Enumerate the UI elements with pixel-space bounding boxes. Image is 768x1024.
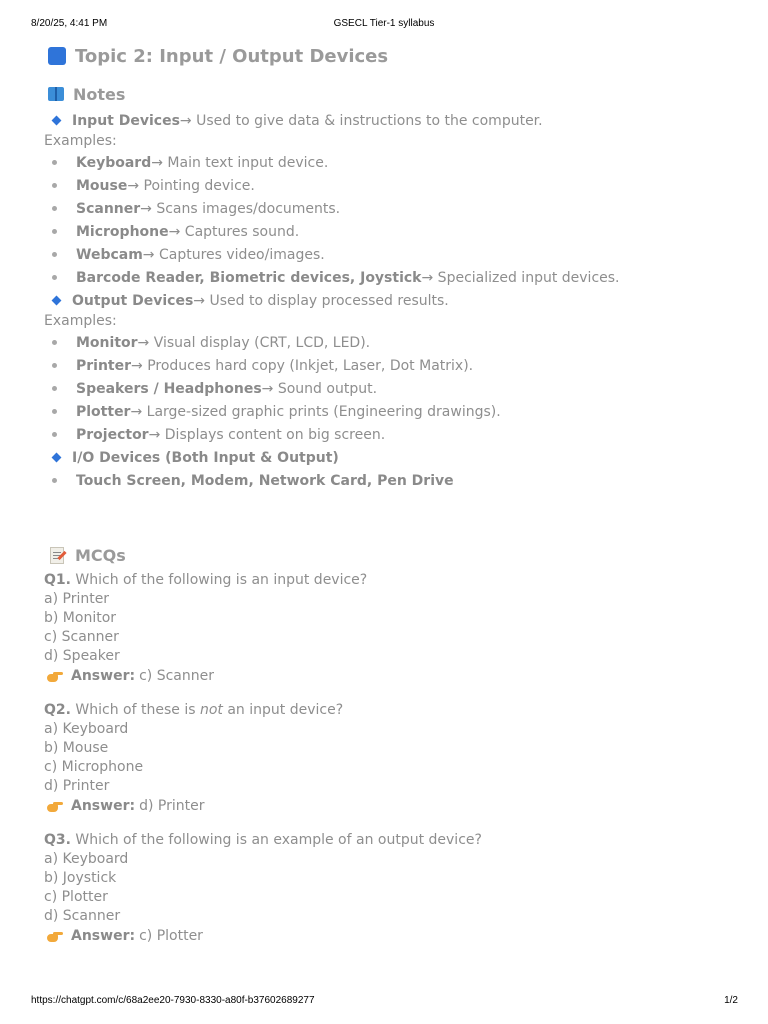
print-datetime: 8/20/25, 4:41 PM (31, 18, 108, 29)
list-item (44, 266, 734, 289)
answer-option: b) Monitor (44, 610, 117, 626)
bullet-dot-icon (52, 478, 57, 483)
list-item-term: Mouse (76, 177, 128, 194)
mcq-question (44, 701, 734, 816)
answer-option: a) Printer (44, 591, 110, 607)
bullet-dot-icon (52, 229, 57, 234)
memo-icon (50, 547, 64, 564)
question-number: Q2. (44, 702, 71, 718)
answer-value: d) Printer (139, 798, 205, 814)
bullet-dot-icon (52, 340, 57, 345)
list-item-term: Touch Screen, Modem, Network Card, Pen Drive (76, 472, 454, 489)
answer-option: a) Keyboard (44, 851, 129, 867)
list-item-desc: → Main text input device. (151, 154, 329, 171)
print-title: GSECL Tier-1 syllabus (333, 18, 435, 29)
question-text (44, 571, 734, 590)
question-text (44, 831, 734, 850)
list-item (44, 197, 734, 220)
answer-line (44, 926, 734, 946)
blue-diamond-icon (52, 116, 62, 126)
bullet-dot-icon (52, 160, 57, 165)
list-item-desc: → Captures sound. (168, 223, 300, 240)
list-item-term: Microphone (76, 223, 169, 240)
answer-label: Answer: (71, 798, 136, 814)
page-number: 1/2 (724, 995, 738, 1006)
list-item-desc: → Captures video/images. (142, 246, 325, 263)
output-devices-desc: → Used to display processed results. (193, 292, 449, 309)
mcqs-heading (44, 543, 734, 567)
answer-option: c) Microphone (44, 759, 144, 775)
list-item (44, 331, 734, 354)
answer-value: c) Scanner (139, 668, 214, 684)
answer-label: Answer: (71, 668, 136, 684)
question-text-part: Which of the following is an input device? (70, 572, 368, 588)
document-content (44, 42, 734, 946)
topic-heading (44, 42, 734, 70)
print-url: https://chatgpt.com/c/68a2ee20-7930-8330-a80f-b37602689277 (31, 995, 315, 1006)
list-item-term: Barcode Reader, Biometric devices, Joystick (76, 269, 422, 286)
list-item-term: Monitor (76, 334, 138, 351)
question-number: Q3. (44, 832, 71, 848)
question-text-part: Which of the following is an example of an output device? (70, 832, 482, 848)
list-item-desc: → Sound output. (261, 380, 378, 397)
answer-line (44, 796, 734, 816)
pointing-hand-icon (47, 931, 63, 942)
answer-option: b) Mouse (44, 740, 109, 756)
notes-heading-label: Notes (73, 84, 126, 104)
answer-option: d) Scanner (44, 908, 121, 924)
list-item (44, 220, 734, 243)
output-devices-line (44, 289, 734, 312)
list-item (44, 354, 734, 377)
answer-option: d) Printer (44, 778, 110, 794)
list-item-term: Projector (76, 426, 149, 443)
mcq-list (44, 571, 734, 946)
list-item (44, 400, 734, 423)
io-examples-list (44, 469, 734, 492)
output-devices-term: Output Devices (72, 292, 194, 309)
list-item-term: Keyboard (76, 154, 152, 171)
mcq-question (44, 571, 734, 686)
blue-diamond-icon (52, 296, 62, 306)
question-text (44, 701, 734, 720)
input-examples-label: Examples: (44, 133, 117, 149)
book-icon (48, 86, 64, 102)
bullet-dot-icon (52, 432, 57, 437)
input-examples-list (44, 151, 734, 289)
bullet-dot-icon (52, 183, 57, 188)
list-item (44, 469, 734, 492)
question-text-part: an input device? (222, 702, 344, 718)
mcq-question (44, 831, 734, 946)
bullet-dot-icon (52, 409, 57, 414)
list-item-desc: → Specialized input devices. (421, 269, 620, 286)
bullet-dot-icon (52, 275, 57, 280)
answer-label: Answer: (71, 928, 136, 944)
input-devices-desc: → Used to give data & instructions to the computer. (179, 112, 543, 129)
question-number: Q1. (44, 572, 71, 588)
answer-option: b) Joystick (44, 870, 117, 886)
bullet-dot-icon (52, 386, 57, 391)
list-item (44, 243, 734, 266)
list-item (44, 377, 734, 400)
list-item (44, 423, 734, 446)
answer-option: d) Speaker (44, 648, 120, 664)
blue-diamond-icon (52, 453, 62, 463)
topic-title: Topic 2: Input / Output Devices (75, 45, 389, 67)
input-devices-term: Input Devices (72, 112, 180, 129)
list-item-term: Printer (76, 357, 132, 374)
list-item-desc: → Displays content on big screen. (148, 426, 386, 443)
bullet-dot-icon (52, 363, 57, 368)
answer-option: a) Keyboard (44, 721, 129, 737)
question-text-part: Which of these is (70, 702, 200, 718)
list-item-term: Plotter (76, 403, 131, 420)
list-item-desc: → Large-sized graphic prints (Engineering drawings). (130, 403, 501, 420)
answer-option: c) Scanner (44, 629, 119, 645)
answer-option: c) Plotter (44, 889, 108, 905)
input-devices-line (44, 109, 734, 132)
io-devices-term: I/O Devices (Both Input & Output) (72, 449, 339, 466)
list-item-desc: → Visual display (CRT, LCD, LED). (137, 334, 371, 351)
output-examples-label: Examples: (44, 313, 117, 329)
pointing-hand-icon (47, 801, 63, 812)
output-examples-list (44, 331, 734, 446)
answer-line (44, 666, 734, 686)
list-item (44, 151, 734, 174)
notes-heading (44, 82, 734, 106)
list-item-desc: → Pointing device. (127, 177, 255, 194)
list-item-desc: → Scans images/documents. (140, 200, 341, 217)
bullet-dot-icon (52, 206, 57, 211)
list-item (44, 174, 734, 197)
io-devices-line (44, 446, 734, 469)
blue-square-icon (48, 47, 66, 65)
list-item-desc: → Produces hard copy (Inkjet, Laser, Dot Matrix). (131, 357, 474, 374)
answer-value: c) Plotter (139, 928, 203, 944)
bullet-dot-icon (52, 252, 57, 257)
list-item-term: Scanner (76, 200, 141, 217)
mcqs-heading-label: MCQs (75, 545, 126, 565)
pointing-hand-icon (47, 671, 63, 682)
question-emphasis: not (199, 702, 223, 718)
list-item-term: Speakers / Headphones (76, 380, 262, 397)
list-item-term: Webcam (76, 246, 143, 263)
